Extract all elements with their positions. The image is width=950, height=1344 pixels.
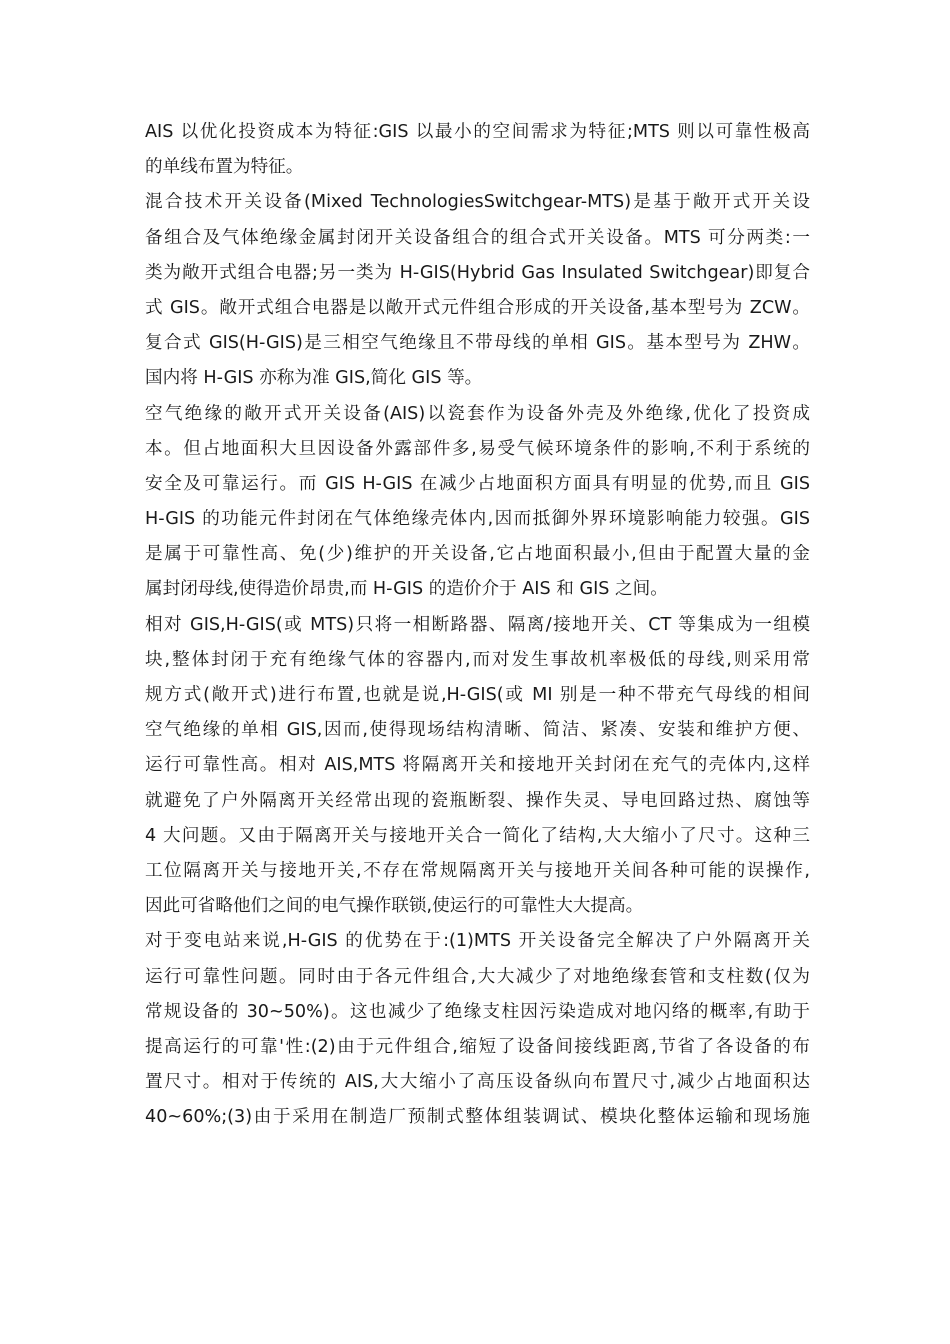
text-line: 提高运行的可靠'性:(2)由于元件组合,缩短了设备间接线距离,节省了各设备的布 — [145, 1036, 810, 1057]
text-line: 式 GIS。敞开式组合电器是以敞开式元件组合形成的开关设备,基本型号为 ZCW。 — [145, 297, 810, 318]
text-line: 备组合及气体绝缘金属封闭开关设备组合的组合式开关设备。MTS 可分两类:一 — [145, 227, 810, 248]
text-line: 复合式 GIS(H-GIS)是三相空气绝缘且不带母线的单相 GIS。基本型号为 ZHW。 — [145, 333, 810, 354]
text-line: 规方式(敞开式)进行布置,也就是说,H-GIS(或 MI 别是一种不带充气母线的相间 — [145, 685, 810, 705]
text-line: 国内将 H-GIS 亦称为准 GIS,简化 GIS 等。 — [145, 368, 483, 389]
text-line: 类为敞开式组合电器;另一类为 H-GIS(Hybrid Gas Insulated Switchgear)即复合 — [145, 262, 810, 283]
text-line: 对于变电站来说,H-GIS 的优势在于:(1)MTS 开关设备完全解决了户外隔离开关 — [145, 931, 810, 952]
text-line: 安全及可靠运行。而 GIS H-GIS 在减少占地面积方面具有明显的优势,而且 GIS — [145, 473, 810, 494]
text-line: 因此可省略他们之间的电气操作联锁,使运行的可靠性大大提高。 — [145, 896, 644, 917]
text-line: 常规设备的 30~50%)。这也减少了绝缘支柱因污染造成对地闪络的概率,有助于 — [145, 1001, 810, 1022]
text-line: 相对 GIS,H-GIS(或 MTS)只将一相断路器、隔离/接地开关、CT 等集成为一组模 — [145, 614, 810, 635]
text-line: H-GIS 的功能元件封闭在气体绝缘壳体内,因而抵御外界环境影响能力较强。GIS — [145, 509, 810, 530]
text-line: 块,整体封闭于充有绝缘气体的容器内,而对发生事故机率极低的母线,则采用常 — [145, 649, 810, 670]
text-line: 是属于可靠性高、免(少)维护的开关设备,它占地面积最小,但由于配置大量的金 — [145, 544, 810, 565]
text-line: 本。但占地面积大旦因设备外露部件多,易受气候环境条件的影响,不利于系统的 — [145, 438, 810, 459]
body-text — [145, 115, 810, 1135]
text-line: 的单线布置为特征。 — [145, 157, 304, 178]
text-line: 置尺寸。相对于传统的 AIS,大大缩小了高压设备纵向布置尺寸,减少占地面积达 — [145, 1072, 810, 1093]
text-line: 属封闭母线,使得造价昂贵,而 H-GIS 的造价介于 AIS 和 GIS 之间。 — [145, 579, 668, 600]
text-line: 4 大问题。又由于隔离开关与接地开关合一简化了结构,大大缩小了尺寸。这种三 — [145, 825, 810, 846]
text-line: 运行可靠性高。相对 AIS,MTS 将隔离开关和接地开关封闭在充气的壳体内,这样 — [145, 755, 810, 776]
text-line: 空气绝缘的单相 GIS,因而,使得现场结构清晰、简洁、紧凑、安装和维护方便、 — [145, 720, 810, 741]
text-line: 运行可靠性问题。同时由于各元件组合,大大减少了对地绝缘套管和支柱数(仅为 — [145, 966, 810, 987]
text-line: 40~60%;(3)由于采用在制造厂预制式整体组装调试、模块化整体运输和现场施 — [145, 1107, 810, 1128]
text-line: 混合技术开关设备(Mixed TechnologiesSwitchgear-MTS)是基于敞开式开关设 — [145, 192, 810, 213]
text-line: 工位隔离开关与接地开关,不存在常规隔离开关与接地开关间各种可能的误操作, — [145, 860, 810, 881]
text-line: 空气绝缘的敞开式开关设备(AIS)以瓷套作为设备外壳及外绝缘,优化了投资成 — [145, 403, 810, 424]
text-line: AIS 以优化投资成本为特征:GIS 以最小的空间需求为特征;MTS 则以可靠性极高 — [145, 122, 810, 142]
text-line: 就避免了户外隔离开关经常出现的瓷瓶断裂、操作失灵、导电回路过热、腐蚀等 — [145, 790, 810, 811]
